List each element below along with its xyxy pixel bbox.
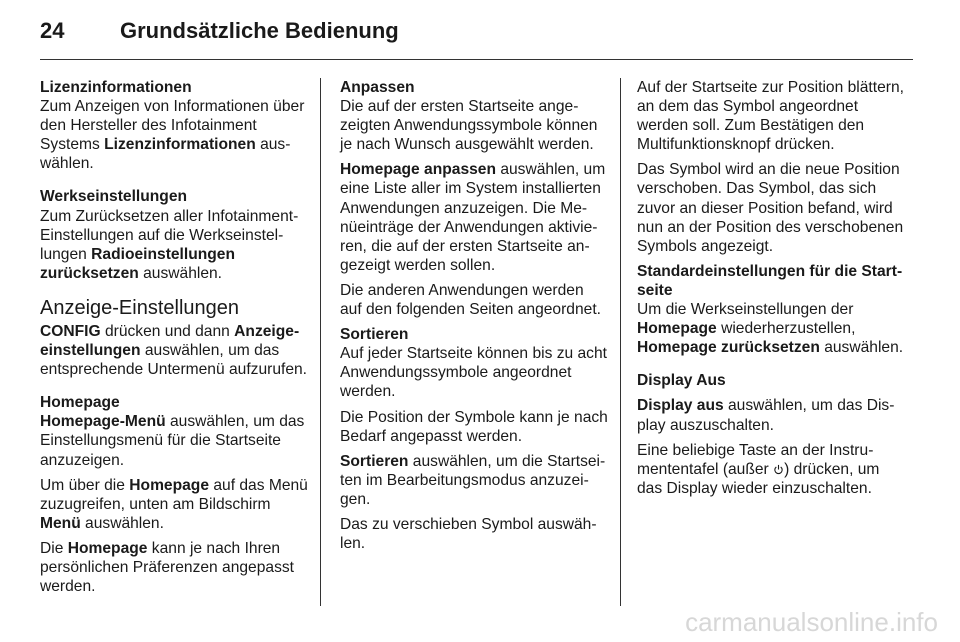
paragraph-werkseinstellungen: Werkseinstellungen Zum Zurücksetzen aller Infotainment-Einstellungen auf die Werkseinstellungen Radioeinstellungen zurücksetzen auswählen. xyxy=(40,187,308,282)
heading-lizenzinformationen: Lizenzinformationen xyxy=(40,79,192,96)
paragraph-sortieren-2: Die Position der Symbole kann je nach Bedarf angepasst werden. xyxy=(340,408,608,445)
heading-standardeinstellungen: Standardeinstellungen für die Startseite xyxy=(637,262,903,299)
paragraph-display-heading xyxy=(637,371,907,390)
page-number: 24 xyxy=(40,18,65,43)
heading-werkseinstellungen: Werkseinstellungen xyxy=(40,188,188,206)
column-1 xyxy=(40,78,308,602)
paragraph-standardeinstellungen: Standardeinstellungen für die Startseite Um die Werkseinstellungen der Homepage wiederherzustellen, Homepage zurücksetzen auswählen. xyxy=(637,262,907,357)
heading-anpassen: Anpassen xyxy=(340,79,415,96)
column-divider-1 xyxy=(320,78,321,606)
paragraph-sortieren-4: Das zu verschieben Symbol auswählen. xyxy=(340,515,597,553)
paragraph-anpassen-1: Anpassen Die auf der ersten Startseite angezeigten Anwendungssymbole können je nach Wunsch ausgewählt werden. xyxy=(340,78,608,154)
column-divider-2 xyxy=(620,78,621,606)
paragraph-homepage-1: Homepage Homepage-Menü auswählen, um das Einstellungsmenü für die Startseite anzuzeigen. xyxy=(40,393,308,469)
column-3 xyxy=(637,78,907,504)
paragraph-anpassen-3: Die anderen Anwendungen werden auf den folgenden Seiten angeordnet. xyxy=(340,281,601,319)
watermark: carmanualsonline.info xyxy=(685,607,938,637)
column-2 xyxy=(340,78,608,559)
paragraph-sortieren-1: Sortieren Auf jeder Startseite können bis zu acht Anwendungssymbole angeordnet werden. xyxy=(340,326,607,401)
paragraph-homepage-3: Die Homepage kann je nach Ihren persönlichen Präferenzen angepasst werden. xyxy=(40,539,294,596)
header-rule xyxy=(40,59,913,60)
power-icon xyxy=(773,464,784,475)
paragraph-anpassen-2: Homepage anpassen auswählen, um eine Liste aller im System installierten Anwendungen anzuzeigen. Die Menüeinträge der Anwendungen aktivieren, die auf der ersten Startseite angezeigt werden sollen. xyxy=(340,161,606,274)
heading-homepage: Homepage xyxy=(40,394,120,412)
paragraph-blaettern: Auf der Startseite zur Position blättern, an dem das Symbol angeordnet werden soll. Zum Bestätigen den Multifunktionsknopf drücken. xyxy=(637,79,904,154)
paragraph-sortieren-3: Sortieren auswählen, um die Startseiten im Bearbeitungsmodus anzuzeigen. xyxy=(340,452,606,508)
page-title: Grundsätzliche Bedienung xyxy=(120,18,399,43)
paragraph-display-1: Display aus auswählen, um das Display auszuschalten. xyxy=(637,397,895,434)
paragraph-display-2: Eine beliebige Taste an der Instrumententafel (außer ) drücken, um das Display wieder einzuschalten. xyxy=(637,441,880,497)
heading-sortieren: Sortieren xyxy=(340,326,409,344)
paragraph-anzeige: Anzeige-Einstellungen CONFIG drücken und dann Anzeige-einstellungen auswählen, um das entsprechende Untermenü aufzurufen. xyxy=(40,296,307,379)
heading-display-aus: Display Aus xyxy=(637,372,726,390)
paragraph-lizenz: Lizenzinformationen Zum Anzeigen von Informationen über den Hersteller des Infotainment Systems Lizenzinformationen auswählen. xyxy=(40,78,308,173)
paragraph-homepage-2: Um über die Homepage auf das Menü zuzugreifen, unten am Bildschirm Menü auswählen. xyxy=(40,476,308,532)
paragraph-verschoben: Das Symbol wird an die neue Position verschoben. Das Symbol, das sich zuvor an dieser Position befand, wird nun an der Position des verschobenen Symbols angezeigt. xyxy=(637,161,904,255)
section-title-anzeige: Anzeige-Einstellungen xyxy=(40,296,240,319)
